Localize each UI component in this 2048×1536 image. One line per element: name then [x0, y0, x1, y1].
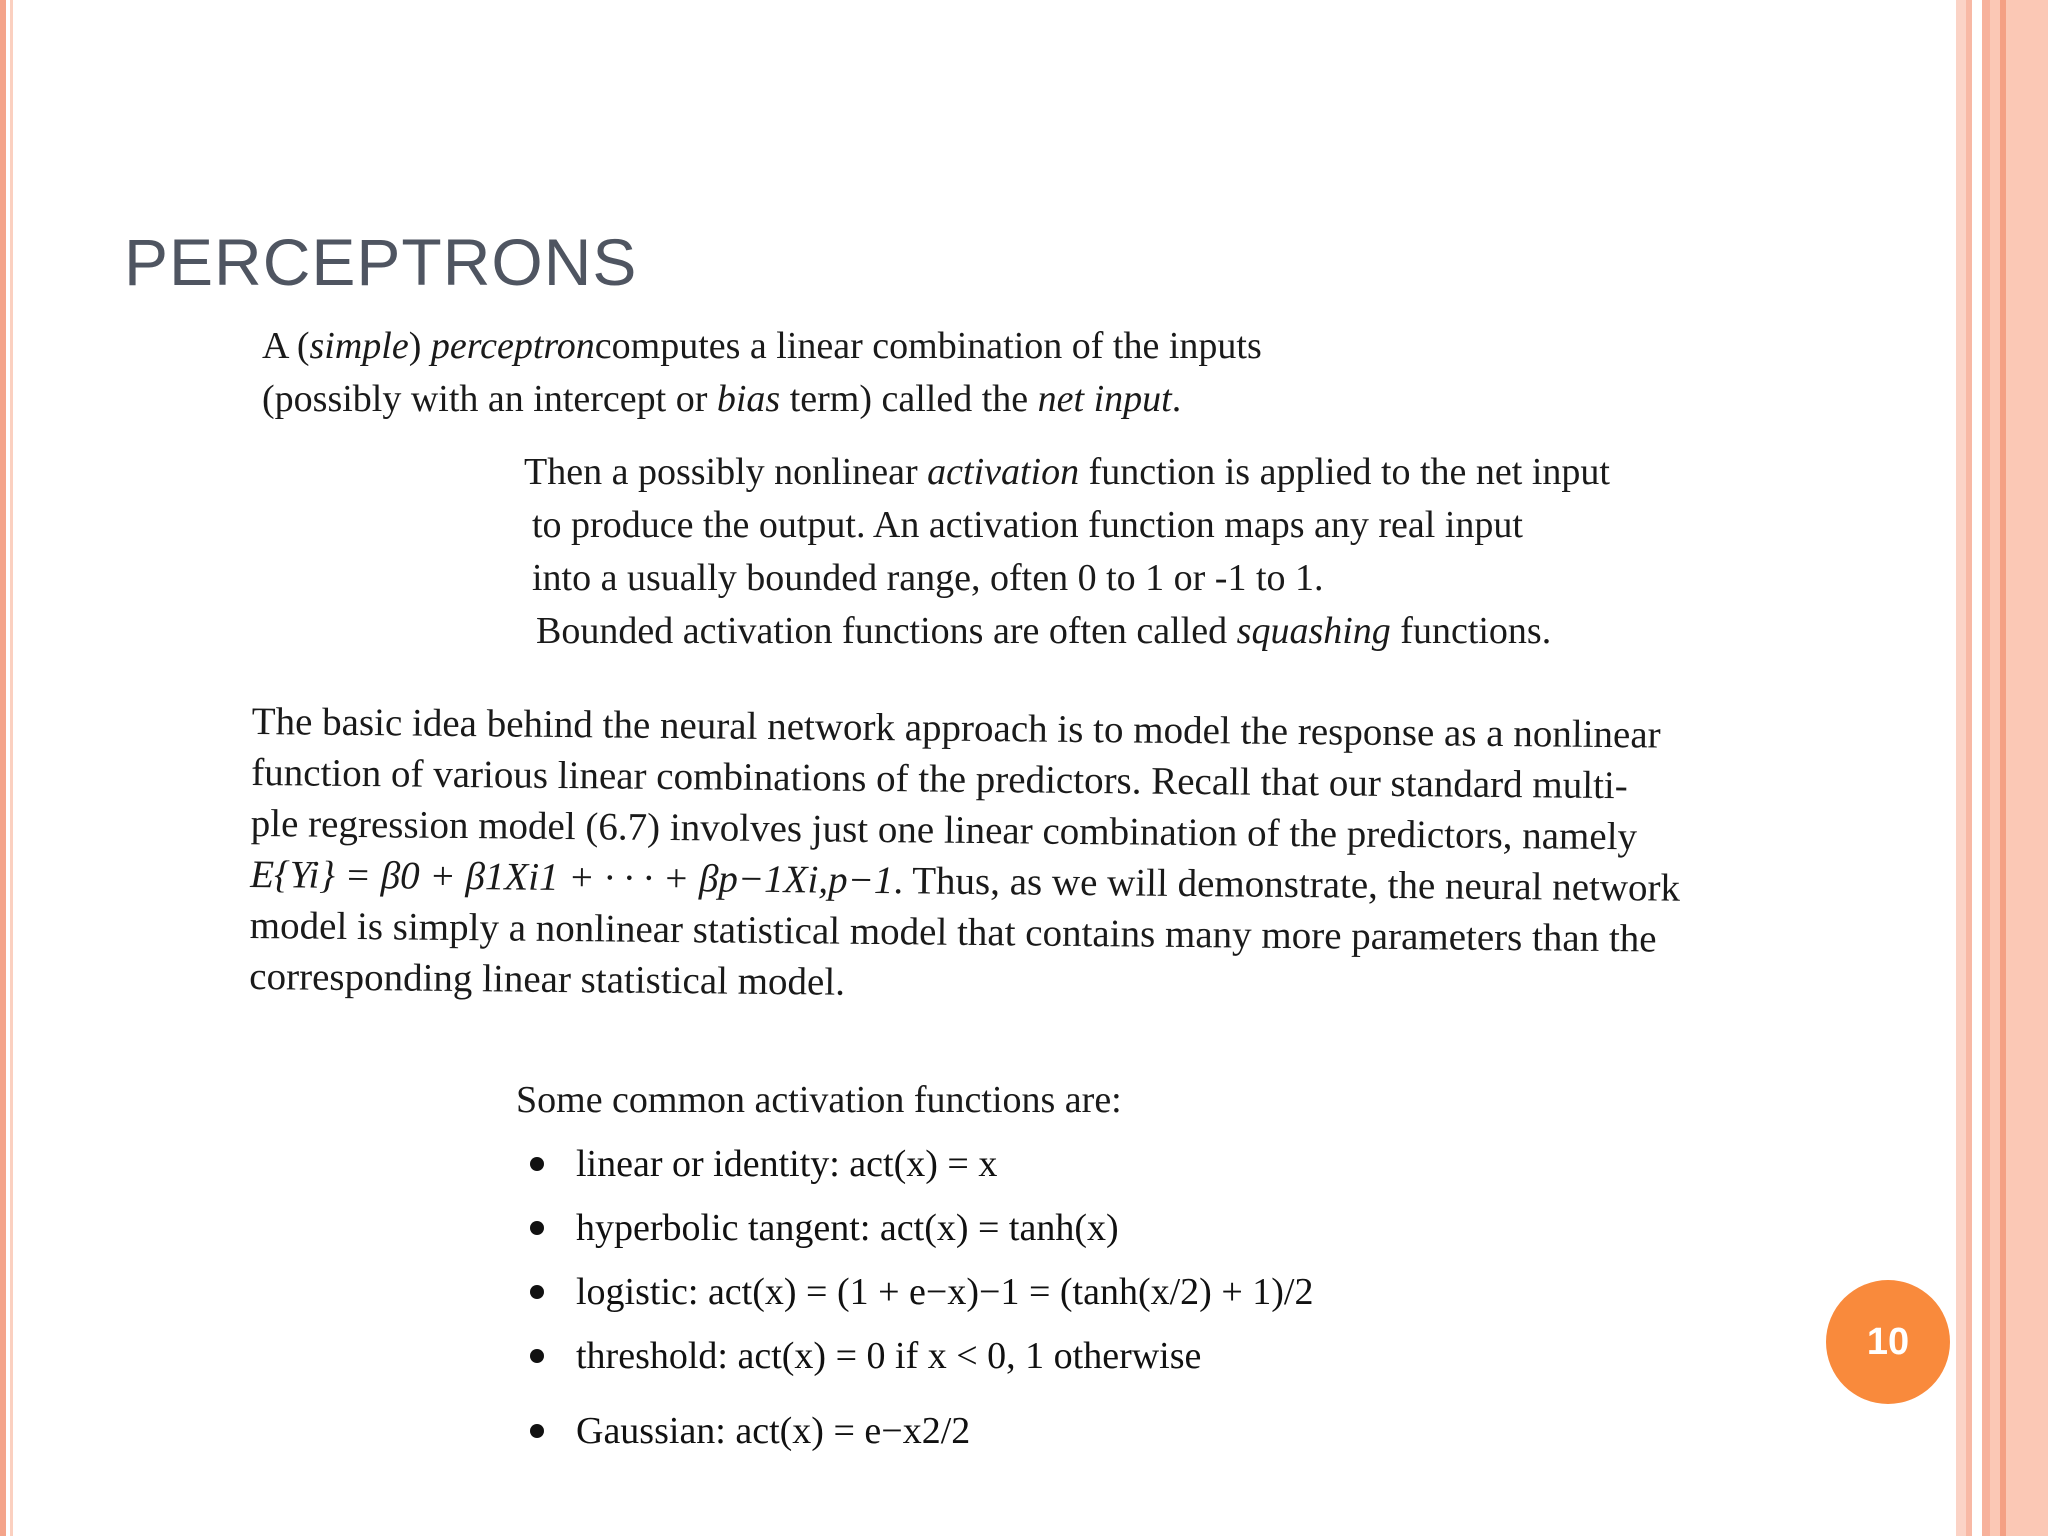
list-item: [530, 1260, 1313, 1324]
activation-text: functions.: [1390, 610, 1552, 652]
idea-line: function of various linear combinations of the predictors. Recall that our standard multi-: [251, 750, 1628, 808]
activation-text: Bounded activation functions are often called: [536, 610, 1237, 652]
decor-stripe: [1990, 0, 2048, 1536]
idea-line: model is simply a nonlinear statistical model that contains many more parameters than the: [249, 903, 1657, 961]
activation-line-2: to produce the output. An activation function maps any real input: [532, 504, 1523, 546]
idea-paragraph: [249, 696, 1682, 1016]
decor-stripe: [2000, 0, 2006, 1536]
intro-text: A (: [262, 325, 310, 367]
slide-border-left-inner: [10, 0, 13, 1536]
functions-heading: Some common activation functions are:: [516, 1079, 1122, 1121]
intro-bias: bias: [716, 378, 781, 420]
activation-text: Then a possibly nonlinear: [524, 451, 928, 493]
list-item: [530, 1324, 1313, 1388]
slide-title: PERCEPTRONS: [124, 225, 638, 299]
squashing-term: squashing: [1236, 610, 1391, 652]
intro-text: ): [408, 325, 431, 367]
bullet-icon: [530, 1424, 544, 1438]
regression-formula: E{Yi} = β0 + β1Xi1 + · · · + βp−1Xi,p−1: [250, 852, 894, 903]
function-tanh: hyperbolic tangent: act(x) = tanh(x): [576, 1207, 1119, 1249]
activation-line-3: into a usually bounded range, often 0 to 1 or -1 to 1.: [532, 557, 1324, 599]
intro-simple: simple: [309, 325, 409, 367]
list-item: [530, 1196, 1313, 1260]
idea-text: . Thus, as we will demonstrate, the neural network: [893, 859, 1681, 910]
list-item: [530, 1388, 1313, 1464]
decor-stripe: [1956, 0, 1966, 1536]
intro-text: term) called the: [789, 378, 1038, 420]
idea-line: The basic idea behind the neural network approach is to model the response as a nonlinear: [251, 699, 1661, 757]
activation-paragraph: [524, 446, 1610, 658]
activation-functions-list: [530, 1132, 1313, 1464]
function-linear: linear or identity: act(x) = x: [576, 1143, 998, 1185]
intro-paragraph: [262, 320, 1262, 426]
bullet-icon: [530, 1349, 544, 1363]
bullet-icon: [530, 1285, 544, 1299]
activation-line-1: [524, 446, 1610, 499]
bullet-icon: [530, 1221, 544, 1235]
intro-net-input: net input: [1037, 378, 1172, 420]
slide-border-left: [0, 0, 6, 1536]
activation-term: activation: [927, 451, 1080, 493]
intro-perceptron: perceptron: [430, 325, 595, 367]
function-threshold: threshold: act(x) = 0 if x < 0, 1 otherwise: [576, 1335, 1202, 1377]
function-gaussian: Gaussian: act(x) = e−x2/2: [576, 1410, 971, 1452]
idea-line: corresponding linear statistical model.: [249, 954, 846, 1004]
intro-text: .: [1171, 378, 1182, 420]
decor-stripe: [1982, 0, 1990, 1536]
idea-line: ple regression model (6.7) involves just one linear combination of the predictors, namely: [250, 801, 1638, 859]
intro-text: computes a linear combination of the inputs: [594, 325, 1262, 367]
list-item: [530, 1132, 1313, 1196]
decor-stripe: [1972, 0, 1982, 1536]
activation-line-4: [524, 605, 1610, 658]
bullet-icon: [530, 1157, 544, 1171]
page-number-badge: 10: [1826, 1280, 1950, 1404]
function-logistic: logistic: act(x) = (1 + e−x)−1 = (tanh(x/2) + 1)/2: [576, 1271, 1314, 1313]
activation-text: function is applied to the net input: [1088, 451, 1610, 493]
intro-text: (possibly with an intercept or: [262, 378, 717, 420]
